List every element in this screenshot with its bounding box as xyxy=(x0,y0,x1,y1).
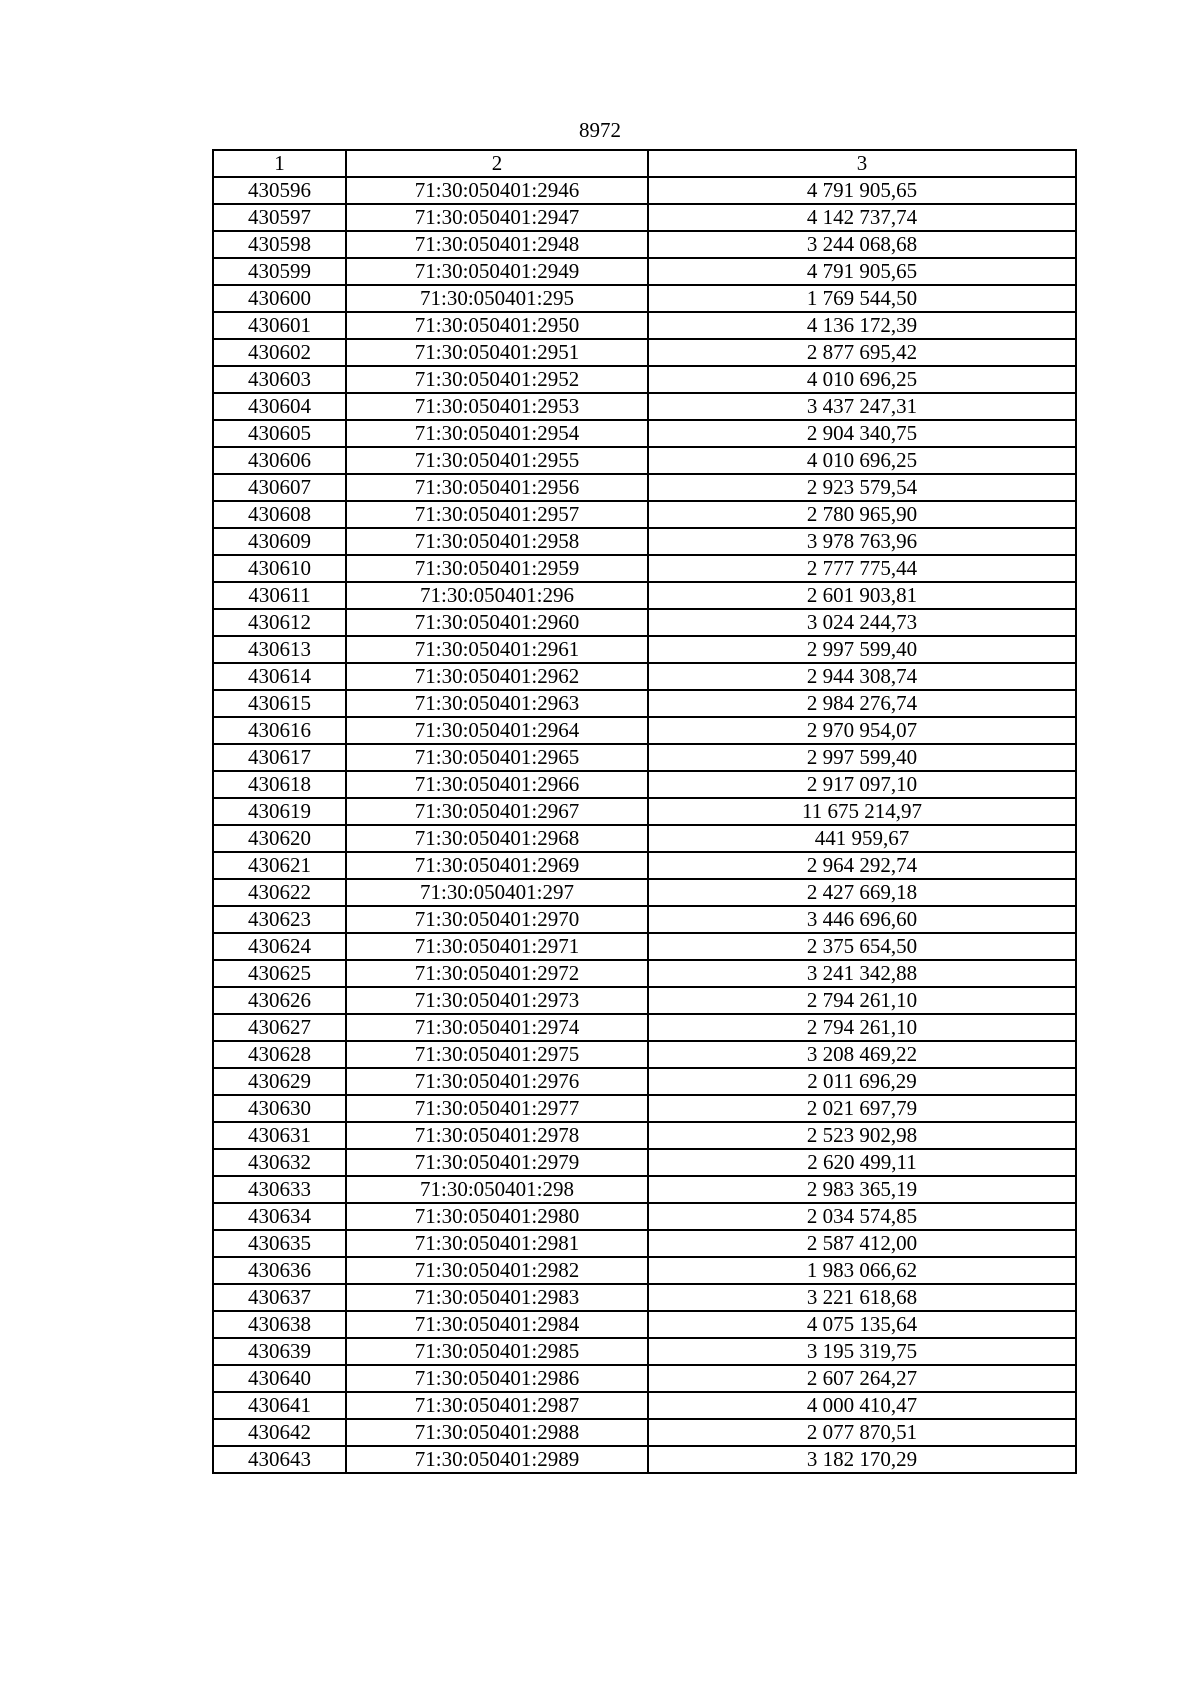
row-number-cell: 430617 xyxy=(213,744,346,771)
cadastral-number-cell: 71:30:050401:2953 xyxy=(346,393,648,420)
row-number-cell: 430641 xyxy=(213,1392,346,1419)
row-number-cell: 430621 xyxy=(213,852,346,879)
value-cell: 2 923 579,54 xyxy=(648,474,1076,501)
row-number-cell: 430630 xyxy=(213,1095,346,1122)
cadastral-number-cell: 71:30:050401:2979 xyxy=(346,1149,648,1176)
row-number-cell: 430637 xyxy=(213,1284,346,1311)
value-cell: 2 780 965,90 xyxy=(648,501,1076,528)
row-number-cell: 430616 xyxy=(213,717,346,744)
value-cell: 2 607 264,27 xyxy=(648,1365,1076,1392)
row-number-cell: 430614 xyxy=(213,663,346,690)
row-number-cell: 430639 xyxy=(213,1338,346,1365)
table-row xyxy=(213,177,1076,204)
table-row xyxy=(213,609,1076,636)
value-cell: 1 769 544,50 xyxy=(648,285,1076,312)
value-cell: 2 375 654,50 xyxy=(648,933,1076,960)
value-cell: 2 620 499,11 xyxy=(648,1149,1076,1176)
value-cell: 4 075 135,64 xyxy=(648,1311,1076,1338)
table-row xyxy=(213,1392,1076,1419)
table-body xyxy=(213,177,1076,1473)
cadastral-number-cell: 71:30:050401:2964 xyxy=(346,717,648,744)
cadastral-number-cell: 71:30:050401:296 xyxy=(346,582,648,609)
table-row xyxy=(213,1068,1076,1095)
value-cell: 3 208 469,22 xyxy=(648,1041,1076,1068)
table-row xyxy=(213,1095,1076,1122)
table-row xyxy=(213,582,1076,609)
table-row xyxy=(213,852,1076,879)
cadastral-number-cell: 71:30:050401:2951 xyxy=(346,339,648,366)
row-number-cell: 430640 xyxy=(213,1365,346,1392)
value-cell: 4 791 905,65 xyxy=(648,258,1076,285)
value-cell: 2 427 669,18 xyxy=(648,879,1076,906)
value-cell: 11 675 214,97 xyxy=(648,798,1076,825)
value-cell: 2 983 365,19 xyxy=(648,1176,1076,1203)
table-row xyxy=(213,501,1076,528)
cadastral-number-cell: 71:30:050401:2955 xyxy=(346,447,648,474)
cadastral-number-cell: 71:30:050401:2963 xyxy=(346,690,648,717)
row-number-cell: 430631 xyxy=(213,1122,346,1149)
table-row xyxy=(213,366,1076,393)
table-row xyxy=(213,1122,1076,1149)
table-row xyxy=(213,636,1076,663)
table-row xyxy=(213,663,1076,690)
value-cell: 441 959,67 xyxy=(648,825,1076,852)
value-cell: 2 904 340,75 xyxy=(648,420,1076,447)
row-number-cell: 430602 xyxy=(213,339,346,366)
cadastral-number-cell: 71:30:050401:2960 xyxy=(346,609,648,636)
row-number-cell: 430611 xyxy=(213,582,346,609)
row-number-cell: 430599 xyxy=(213,258,346,285)
row-number-cell: 430619 xyxy=(213,798,346,825)
table-header-row xyxy=(213,150,1076,177)
page-number: 8972 xyxy=(579,118,621,142)
column-header-3: 3 xyxy=(648,150,1076,177)
row-number-cell: 430605 xyxy=(213,420,346,447)
value-cell: 2 523 902,98 xyxy=(648,1122,1076,1149)
row-number-cell: 430642 xyxy=(213,1419,346,1446)
value-cell: 3 446 696,60 xyxy=(648,906,1076,933)
row-number-cell: 430624 xyxy=(213,933,346,960)
table-row xyxy=(213,933,1076,960)
value-cell: 2 877 695,42 xyxy=(648,339,1076,366)
cadastral-number-cell: 71:30:050401:2986 xyxy=(346,1365,648,1392)
value-cell: 4 000 410,47 xyxy=(648,1392,1076,1419)
value-cell: 3 437 247,31 xyxy=(648,393,1076,420)
cadastral-number-cell: 71:30:050401:2971 xyxy=(346,933,648,960)
table-row xyxy=(213,474,1076,501)
cadastral-number-cell: 71:30:050401:2958 xyxy=(346,528,648,555)
row-number-cell: 430634 xyxy=(213,1203,346,1230)
cadastral-number-cell: 71:30:050401:2983 xyxy=(346,1284,648,1311)
value-cell: 2 777 775,44 xyxy=(648,555,1076,582)
table-row xyxy=(213,1311,1076,1338)
table-row xyxy=(213,312,1076,339)
cadastral-number-cell: 71:30:050401:297 xyxy=(346,879,648,906)
table-row xyxy=(213,204,1076,231)
table-row xyxy=(213,1338,1076,1365)
row-number-cell: 430633 xyxy=(213,1176,346,1203)
value-cell: 3 182 170,29 xyxy=(648,1446,1076,1473)
row-number-cell: 430626 xyxy=(213,987,346,1014)
cadastral-number-cell: 71:30:050401:2978 xyxy=(346,1122,648,1149)
cadastral-number-cell: 71:30:050401:2968 xyxy=(346,825,648,852)
row-number-cell: 430597 xyxy=(213,204,346,231)
row-number-cell: 430643 xyxy=(213,1446,346,1473)
row-number-cell: 430636 xyxy=(213,1257,346,1284)
value-cell: 3 024 244,73 xyxy=(648,609,1076,636)
table-row xyxy=(213,1419,1076,1446)
value-cell: 3 978 763,96 xyxy=(648,528,1076,555)
value-cell: 2 917 097,10 xyxy=(648,771,1076,798)
cadastral-number-cell: 71:30:050401:2981 xyxy=(346,1230,648,1257)
table-row xyxy=(213,339,1076,366)
table-row xyxy=(213,987,1076,1014)
row-number-cell: 430622 xyxy=(213,879,346,906)
row-number-cell: 430620 xyxy=(213,825,346,852)
cadastral-number-cell: 71:30:050401:2956 xyxy=(346,474,648,501)
cadastral-number-cell: 71:30:050401:2988 xyxy=(346,1419,648,1446)
table-row xyxy=(213,798,1076,825)
value-cell: 4 136 172,39 xyxy=(648,312,1076,339)
row-number-cell: 430596 xyxy=(213,177,346,204)
value-cell: 4 010 696,25 xyxy=(648,366,1076,393)
value-cell: 3 221 618,68 xyxy=(648,1284,1076,1311)
value-cell: 2 011 696,29 xyxy=(648,1068,1076,1095)
cadastral-number-cell: 71:30:050401:295 xyxy=(346,285,648,312)
data-table xyxy=(212,149,1077,1474)
table-row xyxy=(213,1149,1076,1176)
value-cell: 2 601 903,81 xyxy=(648,582,1076,609)
row-number-cell: 430609 xyxy=(213,528,346,555)
cadastral-number-cell: 71:30:050401:2965 xyxy=(346,744,648,771)
row-number-cell: 430615 xyxy=(213,690,346,717)
table-row xyxy=(213,1176,1076,1203)
table-row xyxy=(213,420,1076,447)
cadastral-number-cell: 71:30:050401:2946 xyxy=(346,177,648,204)
table-row xyxy=(213,258,1076,285)
cadastral-number-cell: 71:30:050401:2987 xyxy=(346,1392,648,1419)
table-row xyxy=(213,1014,1076,1041)
value-cell: 2 794 261,10 xyxy=(648,987,1076,1014)
row-number-cell: 430608 xyxy=(213,501,346,528)
value-cell: 2 587 412,00 xyxy=(648,1230,1076,1257)
cadastral-number-cell: 71:30:050401:2952 xyxy=(346,366,648,393)
table-row xyxy=(213,1257,1076,1284)
cadastral-number-cell: 71:30:050401:2972 xyxy=(346,960,648,987)
row-number-cell: 430635 xyxy=(213,1230,346,1257)
table-row xyxy=(213,906,1076,933)
cadastral-number-cell: 71:30:050401:2962 xyxy=(346,663,648,690)
cadastral-number-cell: 71:30:050401:2959 xyxy=(346,555,648,582)
value-cell: 2 034 574,85 xyxy=(648,1203,1076,1230)
cadastral-number-cell: 71:30:050401:2954 xyxy=(346,420,648,447)
table-row xyxy=(213,555,1076,582)
row-number-cell: 430613 xyxy=(213,636,346,663)
cadastral-number-cell: 71:30:050401:2947 xyxy=(346,204,648,231)
cadastral-number-cell: 71:30:050401:2961 xyxy=(346,636,648,663)
row-number-cell: 430632 xyxy=(213,1149,346,1176)
cadastral-number-cell: 71:30:050401:2974 xyxy=(346,1014,648,1041)
row-number-cell: 430606 xyxy=(213,447,346,474)
row-number-cell: 430601 xyxy=(213,312,346,339)
value-cell: 3 244 068,68 xyxy=(648,231,1076,258)
cadastral-number-cell: 71:30:050401:2989 xyxy=(346,1446,648,1473)
row-number-cell: 430625 xyxy=(213,960,346,987)
value-cell: 2 997 599,40 xyxy=(648,744,1076,771)
value-cell: 2 964 292,74 xyxy=(648,852,1076,879)
table-row xyxy=(213,1230,1076,1257)
cadastral-number-cell: 71:30:050401:2966 xyxy=(346,771,648,798)
table-row xyxy=(213,1284,1076,1311)
table-row xyxy=(213,231,1076,258)
row-number-cell: 430623 xyxy=(213,906,346,933)
value-cell: 1 983 066,62 xyxy=(648,1257,1076,1284)
row-number-cell: 430607 xyxy=(213,474,346,501)
table-row xyxy=(213,1041,1076,1068)
row-number-cell: 430627 xyxy=(213,1014,346,1041)
table-row xyxy=(213,960,1076,987)
cadastral-number-cell: 71:30:050401:2984 xyxy=(346,1311,648,1338)
row-number-cell: 430618 xyxy=(213,771,346,798)
value-cell: 3 241 342,88 xyxy=(648,960,1076,987)
cadastral-number-cell: 71:30:050401:2980 xyxy=(346,1203,648,1230)
cadastral-number-cell: 71:30:050401:2982 xyxy=(346,1257,648,1284)
table-row xyxy=(213,447,1076,474)
table-row xyxy=(213,1203,1076,1230)
value-cell: 3 195 319,75 xyxy=(648,1338,1076,1365)
row-number-cell: 430629 xyxy=(213,1068,346,1095)
row-number-cell: 430610 xyxy=(213,555,346,582)
cadastral-number-cell: 71:30:050401:2973 xyxy=(346,987,648,1014)
value-cell: 2 970 954,07 xyxy=(648,717,1076,744)
cadastral-number-cell: 71:30:050401:2975 xyxy=(346,1041,648,1068)
cadastral-number-cell: 71:30:050401:2969 xyxy=(346,852,648,879)
column-header-1: 1 xyxy=(213,150,346,177)
cadastral-number-cell: 71:30:050401:2976 xyxy=(346,1068,648,1095)
cadastral-number-cell: 71:30:050401:298 xyxy=(346,1176,648,1203)
row-number-cell: 430604 xyxy=(213,393,346,420)
cadastral-number-cell: 71:30:050401:2985 xyxy=(346,1338,648,1365)
value-cell: 2 984 276,74 xyxy=(648,690,1076,717)
table-row xyxy=(213,744,1076,771)
cadastral-number-cell: 71:30:050401:2949 xyxy=(346,258,648,285)
value-cell: 2 944 308,74 xyxy=(648,663,1076,690)
column-header-2: 2 xyxy=(346,150,648,177)
value-cell: 2 794 261,10 xyxy=(648,1014,1076,1041)
value-cell: 2 077 870,51 xyxy=(648,1419,1076,1446)
cadastral-number-cell: 71:30:050401:2957 xyxy=(346,501,648,528)
table-row xyxy=(213,771,1076,798)
cadastral-number-cell: 71:30:050401:2948 xyxy=(346,231,648,258)
row-number-cell: 430638 xyxy=(213,1311,346,1338)
table-row xyxy=(213,1446,1076,1473)
table-row xyxy=(213,393,1076,420)
value-cell: 4 791 905,65 xyxy=(648,177,1076,204)
row-number-cell: 430628 xyxy=(213,1041,346,1068)
cadastral-number-cell: 71:30:050401:2970 xyxy=(346,906,648,933)
table-row xyxy=(213,825,1076,852)
value-cell: 2 021 697,79 xyxy=(648,1095,1076,1122)
table-row xyxy=(213,879,1076,906)
table-row xyxy=(213,1365,1076,1392)
cadastral-number-cell: 71:30:050401:2977 xyxy=(346,1095,648,1122)
table-row xyxy=(213,528,1076,555)
row-number-cell: 430612 xyxy=(213,609,346,636)
table-row xyxy=(213,690,1076,717)
row-number-cell: 430603 xyxy=(213,366,346,393)
table-row xyxy=(213,285,1076,312)
table-row xyxy=(213,717,1076,744)
row-number-cell: 430600 xyxy=(213,285,346,312)
value-cell: 4 010 696,25 xyxy=(648,447,1076,474)
row-number-cell: 430598 xyxy=(213,231,346,258)
cadastral-number-cell: 71:30:050401:2950 xyxy=(346,312,648,339)
cadastral-number-cell: 71:30:050401:2967 xyxy=(346,798,648,825)
value-cell: 4 142 737,74 xyxy=(648,204,1076,231)
value-cell: 2 997 599,40 xyxy=(648,636,1076,663)
